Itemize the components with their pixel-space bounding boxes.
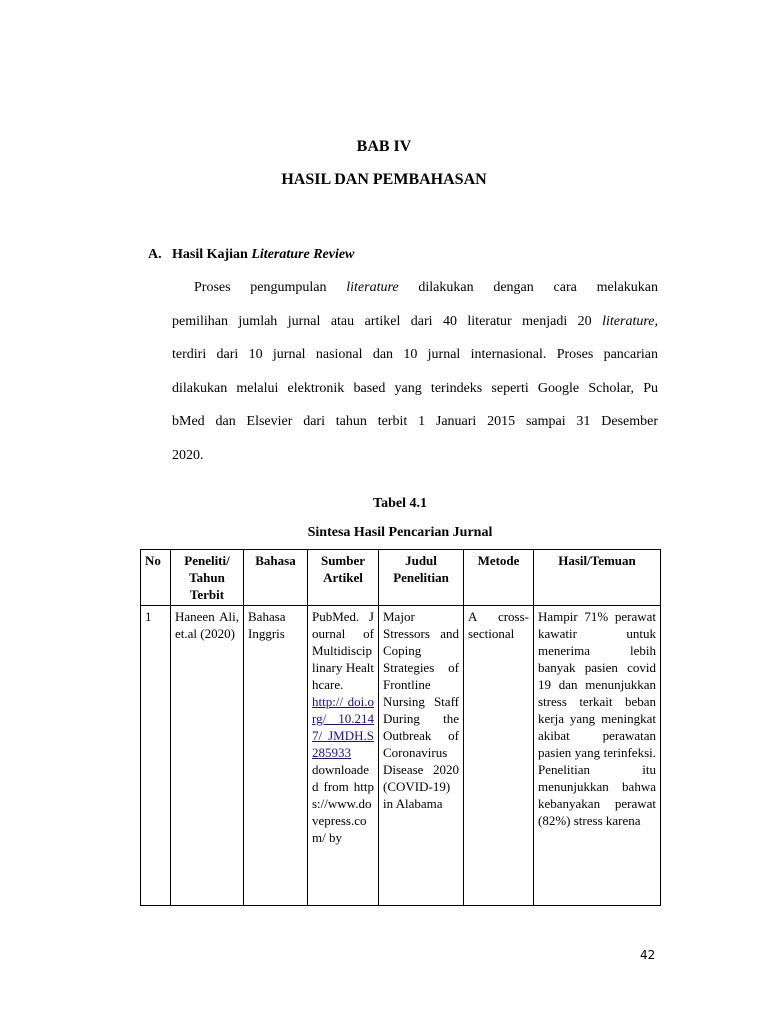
section-marker: A. [148,247,162,262]
sumber-download-text: downloaded from https://www.dovepress.com/ by [312,762,374,845]
section-title-italic: Literature Review [251,247,355,262]
italic-run: literature, [602,314,658,329]
text-run: dilakukan dengan cara melakukan [398,280,658,295]
header-bahasa: Bahasa [244,550,308,606]
cell-hasil: Hampir 71% perawat kawatir untuk menerima lebih banyak pasien covid 19 dan menunjukkan stress terkait beban kerja yang meningkat akibat perawatan pasien yang terinfeksi. Penelitian itu menunjukkan bahwa kebanyakan perawat (82%) stress karena [534,606,661,906]
cell-judul: Major Stressors and Coping Strategies of Frontline Nursing Staff During the Outbreak of Coronavirus Disease 2020 (COVID-19) in Alabama [379,606,464,906]
paragraph-line-3: terdiri dari 10 jurnal nasional dan 10 jurnal internasional. Proses pancarian [172,347,658,362]
text-run: pemilihan jumlah jurnal atau artikel dari 40 literatur menjadi 20 [172,314,603,329]
header-no: No [141,550,171,606]
sumber-text: PubMed. Journal of Multidisciplinary Healthcare. [312,609,374,692]
paragraph-line-6: 2020. [172,448,204,463]
table-header-row [141,550,661,606]
header-metode: Metode [464,550,534,606]
header-peneliti: Peneliti/ Tahun Terbit [171,550,244,606]
chapter-title: HASIL DAN PEMBAHASAN [281,171,487,188]
cell-metode: A cross-sectional [464,606,534,906]
table-row [141,606,661,906]
table-title: Sintesa Hasil Pencarian Jurnal [307,525,493,540]
cell-no: 1 [141,606,171,906]
paragraph-line-1 [172,280,658,300]
header-hasil: Hasil/Temuan [534,550,661,606]
cell-bahasa: Bahasa Inggris [244,606,308,906]
table-number: Tabel 4.1 [373,496,427,511]
cell-sumber [308,606,379,906]
text-run: Proses pengumpulan [194,280,347,295]
paragraph-line-5: bMed dan Elsevier dari tahun terbit 1 Januari 2015 sampai 31 Desember [172,414,658,429]
header-judul: Judul Penelitian [379,550,464,606]
paragraph-line-4: dilakukan melalui elektronik based yang terindeks seperti Google Scholar, Pu [172,381,658,396]
synthesis-table [140,549,661,906]
header-sumber: Sumber Artikel [308,550,379,606]
italic-run: literature [346,280,399,295]
section-heading [148,247,354,263]
paragraph-line-2 [172,314,658,334]
section-title-prefix: Hasil Kajian [172,247,252,262]
doi-link[interactable]: http:// doi.org/ 10.2147/ JMDH.S 285933 [312,694,374,760]
chapter-number: BAB IV [356,138,412,155]
page-number: 42 [640,948,656,962]
cell-peneliti: Haneen Ali, et.al (2020) [171,606,244,906]
